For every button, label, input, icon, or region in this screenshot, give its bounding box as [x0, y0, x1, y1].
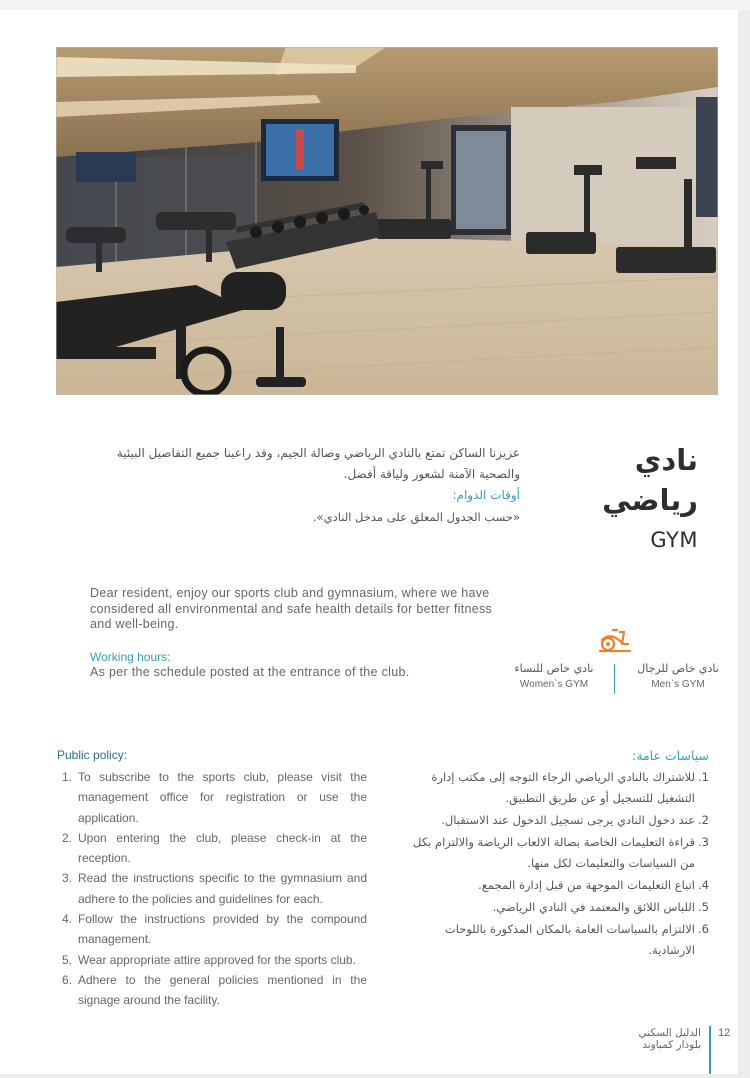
policy-item-arabic: .3 قراءة التعليمات الخاصة بصالة الالعاب الرياضة والالتزام بكل من السياسات والتعليمات لكل منها. — [413, 835, 709, 870]
policy-item: 1. To subscribe to the sports club, please visit the management office for registration or use the application. — [62, 770, 367, 825]
public-policy-list — [57, 767, 367, 1011]
womens-gym — [500, 662, 608, 690]
policy-item-arabic: .4 اتباع التعليمات الموجهة من قبل إدارة المجمع. — [478, 878, 709, 892]
working-hours-label-english: Working hours: — [90, 650, 171, 664]
footer-line-2: بلوذار كمباوند — [642, 1039, 701, 1051]
public-policy-arabic — [395, 748, 709, 962]
intro-english: Dear resident, enjoy our sports club and gymnasium, where we have considered all environmental and safe health details for better fitness and well-being. — [90, 586, 493, 631]
policy-item: 3. Read the instructions specific to the gymnasium and adhere to the policies and guidelines for each. — [62, 871, 367, 906]
womens-gym-english: Women`s GYM — [519, 679, 589, 690]
footer-divider — [709, 1026, 711, 1074]
exercise-bike-icon — [598, 626, 632, 654]
womens-gym-arabic: نادي خاص للنساء — [514, 662, 594, 675]
footer-guide-title — [606, 1027, 701, 1051]
gym-type-split — [500, 662, 732, 696]
policy-item: 2. Upon entering the club, please check-in at the reception. — [62, 830, 367, 866]
public-policy-english — [57, 748, 367, 1011]
mens-gym — [624, 662, 732, 690]
mens-gym-arabic: نادي خاص للرجال — [637, 662, 719, 675]
policy-item-arabic: .1 للاشتراك بالنادي الرياضي الرجاء التوجه إلى مكتب إدارة التشغيل للتسجيل أو عن طريق التطبيق. — [431, 770, 709, 805]
policy-item: 4. Follow the instructions provided by the compound management. — [62, 912, 367, 947]
policy-item: 5. Wear appropriate attire approved for the sports club. — [62, 952, 356, 967]
gym-photo — [56, 47, 718, 395]
footer-line-1: الدليل السكني — [638, 1027, 701, 1039]
policy-item-arabic: .6 الالتزام بالسياسات العامة بالمكان المذكورة باللوحات الارشادية. — [444, 922, 709, 957]
public-policy-heading-arabic: سياسات عامة: — [632, 748, 709, 763]
policy-item-arabic: .2 عند دخول النادي يرجى تسجيل الدخول عند الاستقبال. — [441, 813, 709, 827]
working-hours-value-english: As per the schedule posted at the entrance of the club. — [90, 665, 410, 679]
public-policy-heading: Public policy: — [57, 748, 128, 762]
page-number: 12 — [718, 1027, 731, 1039]
public-policy-list-arabic — [395, 767, 709, 961]
working-hours-value-arabic: «حسب الجدول المعلق على مدخل النادي». — [312, 510, 520, 524]
policy-item: 6. Adhere to the general policies mentioned in the signage around the facility. — [62, 972, 367, 1008]
gym-divider — [614, 664, 615, 694]
policy-item-arabic: .5 اللباس اللائق والمعتمد في النادي الرياضي. — [492, 900, 709, 914]
mens-gym-english: Men`s GYM — [651, 679, 705, 690]
working-hours-label-arabic: أوقات الدوام: — [452, 488, 520, 502]
top-margin — [0, 0, 750, 10]
title-english: GYM — [650, 528, 698, 552]
intro-arabic: عزيزنا الساكن تمتع بالنادي الرياضي وصالة الجيم، وقد راعينا جميع التفاصيل البيئية والصحية الآمنة لشعور ولياقة أفضل. — [116, 446, 520, 481]
title-arabic: نادي رياضي — [602, 443, 698, 517]
